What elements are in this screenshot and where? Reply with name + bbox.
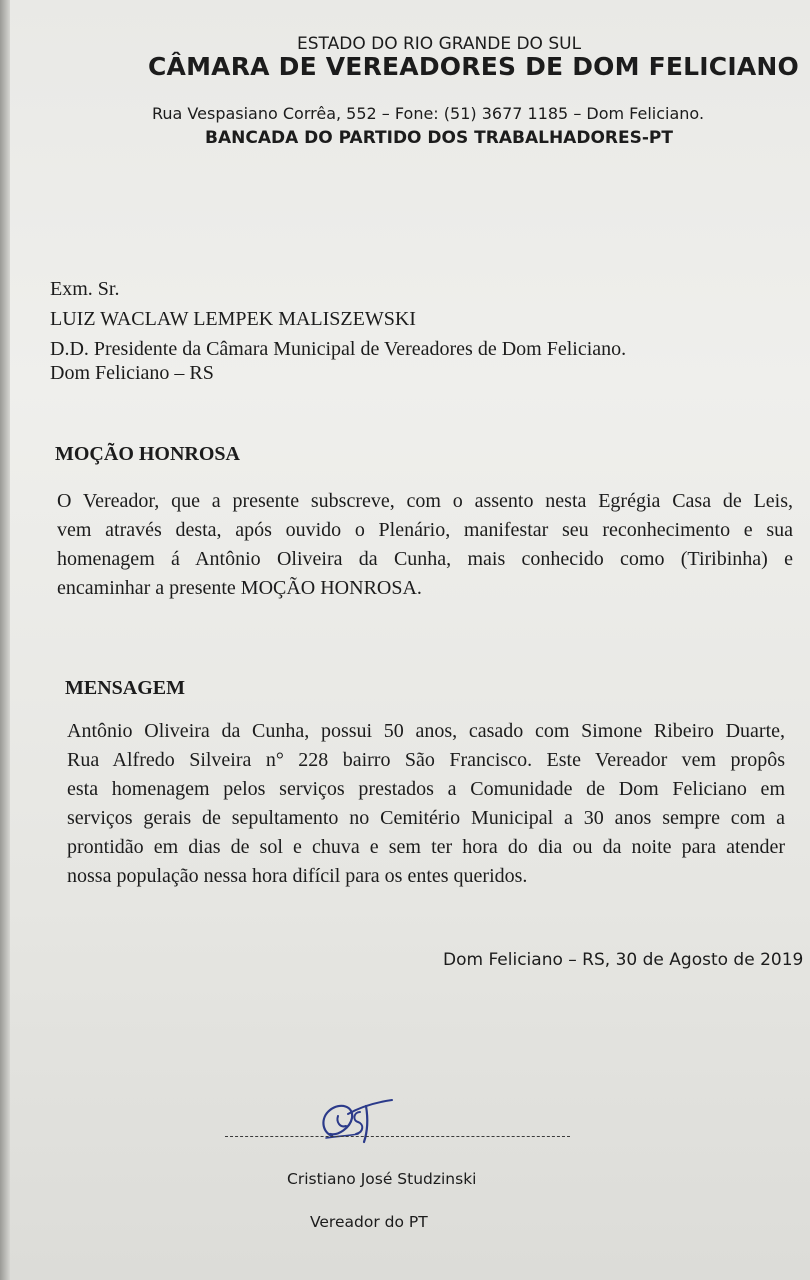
paragraph-line: homenagem á Antônio Oliveira da Cunha, mais conhecido como (Tiribinha) e: [57, 548, 793, 570]
paragraph-line: esta homenagem pelos serviços prestados a Comunidade de Dom Feliciano em: [67, 778, 785, 800]
paragraph-line: prontidão em dias de sol e chuva e sem ter hora do dia ou da noite para atender: [67, 836, 785, 858]
paragraph-line: Rua Alfredo Silveira n° 228 bairro São Francisco. Este Vereador vem propôs: [67, 749, 785, 771]
page-edge-shadow: [0, 0, 10, 1280]
signer-role: Vereador do PT: [310, 1213, 428, 1231]
paragraph-line: encaminhar a presente MOÇÃO HONROSA.: [57, 577, 422, 599]
mocao-paragraph: [57, 487, 793, 603]
header-state: ESTADO DO RIO GRANDE DO SUL: [297, 34, 582, 54]
header-address: Rua Vespasiano Corrêa, 552 – Fone: (51) 3677 1185 – Dom Feliciano.: [152, 104, 705, 123]
addressee-position: D.D. Presidente da Câmara Municipal de Vereadores de Dom Feliciano.: [50, 338, 627, 360]
addressee-city: Dom Feliciano – RS: [50, 362, 214, 384]
paragraph-line: vem através desta, após ouvido o Plenário, manifestar seu reconhecimento e sua: [57, 519, 793, 541]
paragraph-line: O Vereador, que a presente subscreve, com o assento nesta Egrégia Casa de Leis,: [57, 490, 793, 512]
signer-name: Cristiano José Studzinski: [287, 1170, 477, 1188]
paragraph-line: Antônio Oliveira da Cunha, possui 50 anos, casado com Simone Ribeiro Duarte,: [67, 720, 785, 742]
header-bancada: BANCADA DO PARTIDO DOS TRABALHADORES-PT: [205, 128, 673, 148]
addressee-name: LUIZ WACLAW LEMPEK MALISZEWSKI: [50, 308, 416, 330]
signature-line: [225, 1136, 570, 1137]
addressee-salutation: Exm. Sr.: [50, 278, 120, 300]
mensagem-heading: MENSAGEM: [65, 677, 185, 699]
mensagem-paragraph: [67, 717, 785, 891]
paragraph-line: serviços gerais de sepultamento no Cemitério Municipal a 30 anos sempre com a: [67, 807, 785, 829]
paragraph-line: nossa população nessa hora difícil para os entes queridos.: [67, 865, 528, 887]
header-chamber-title: CÂMARA DE VEREADORES DE DOM FELICIANO: [148, 52, 799, 81]
document-date: Dom Feliciano – RS, 30 de Agosto de 2019: [443, 950, 804, 970]
mocao-heading: MOÇÃO HONROSA: [55, 443, 240, 465]
